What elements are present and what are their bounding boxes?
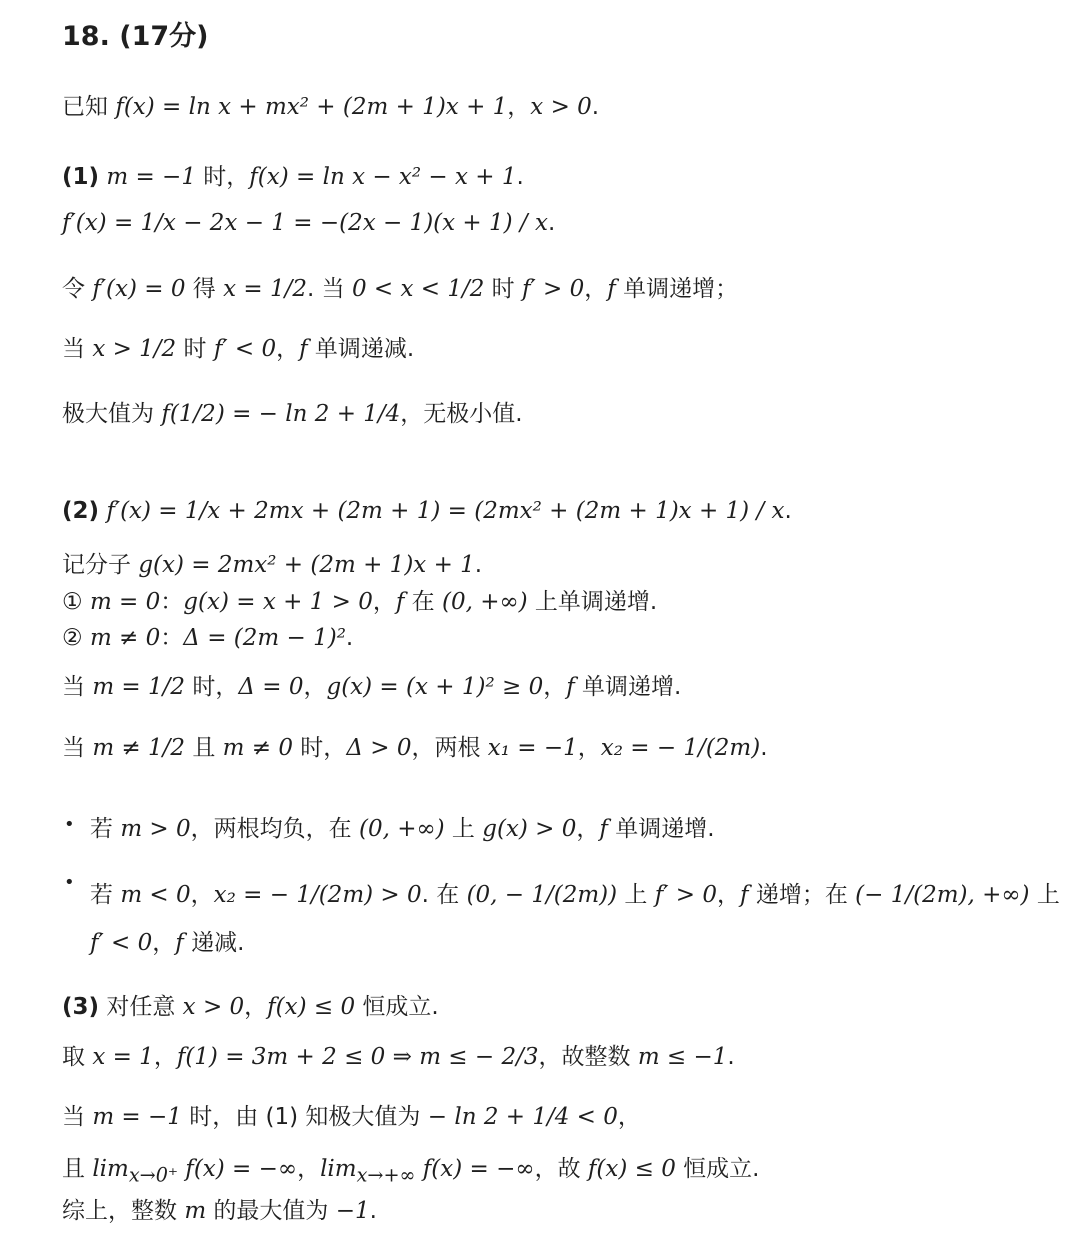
solution-line: (2) f′(x) = 1/x + 2mx + (2m + 1) = (2mx² + (2m + 1)x + 1) / x. [62, 498, 792, 524]
problem-title: 18. (17分) [62, 21, 209, 52]
solution-line: f′(x) = 1/x − 2x − 1 = −(2x − 1)(x + 1) / x. [62, 210, 556, 236]
solution-line: 令 f′(x) = 0 得 x = 1/2. 当 0 < x < 1/2 时 f′ > 0，f 单调递增； [62, 276, 739, 302]
solution-line: 当 m = −1 时，由 (1) 知极大值为 − ln 2 + 1/4 < 0， [62, 1104, 641, 1130]
solution-line: 取 x = 1，f(1) = 3m + 2 ≤ 0 ⇒ m ≤ − 2/3，故整数 m ≤ −1. [62, 1044, 735, 1070]
solution-line: 当 m ≠ 1/2 且 m ≠ 0 时，Δ > 0，两根 x₁ = −1，x₂ = − 1/(2m). [62, 735, 768, 761]
solution-line: 极大值为 f(1/2) = − ln 2 + 1/4，无极小值. [62, 401, 523, 427]
solution-line: ① m = 0：g(x) = x + 1 > 0，f 在 (0, +∞) 上单调递增. [62, 589, 658, 615]
bullet-icon: • [64, 814, 75, 835]
solution-line: f′ < 0，f 递减. [90, 930, 245, 956]
solution-line: 已知 f(x) = ln x + mx² + (2m + 1)x + 1，x > 0. [62, 94, 600, 120]
bullet-icon: • [64, 872, 75, 893]
solution-line: 综上，整数 m 的最大值为 −1. [62, 1198, 377, 1224]
solution-line: ② m ≠ 0：Δ = (2m − 1)². [62, 625, 354, 651]
solution-line: 记分子 g(x) = 2mx² + (2m + 1)x + 1. [62, 552, 483, 578]
solution-line: (3) 对任意 x > 0，f(x) ≤ 0 恒成立. [62, 994, 439, 1020]
solution-line: 当 m = 1/2 时，Δ = 0，g(x) = (x + 1)² ≥ 0，f 单调递增. [62, 674, 682, 700]
solution-line: 若 m < 0，x₂ = − 1/(2m) > 0. 在 (0, − 1/(2m)) 上 f′ > 0，f 递增；在 (− 1/(2m), +∞) 上 [90, 882, 1060, 908]
solution-line: 且 $\lim_{x\to 0^+} f(x)$ = −∞，$\lim_{x\to+\infty} f(x)$ = −∞，故 f(x) ≤ 0 恒成立. [62, 1156, 760, 1187]
solution-line: 当 x > 1/2 时 f′ < 0，f 单调递减. [62, 336, 415, 362]
solution-line: (1) m = −1 时，f(x) = ln x − x² − x + 1. [62, 164, 524, 190]
solution-line: 若 m > 0，两根均负，在 (0, +∞) 上 g(x) > 0，f 单调递增. [90, 816, 715, 842]
